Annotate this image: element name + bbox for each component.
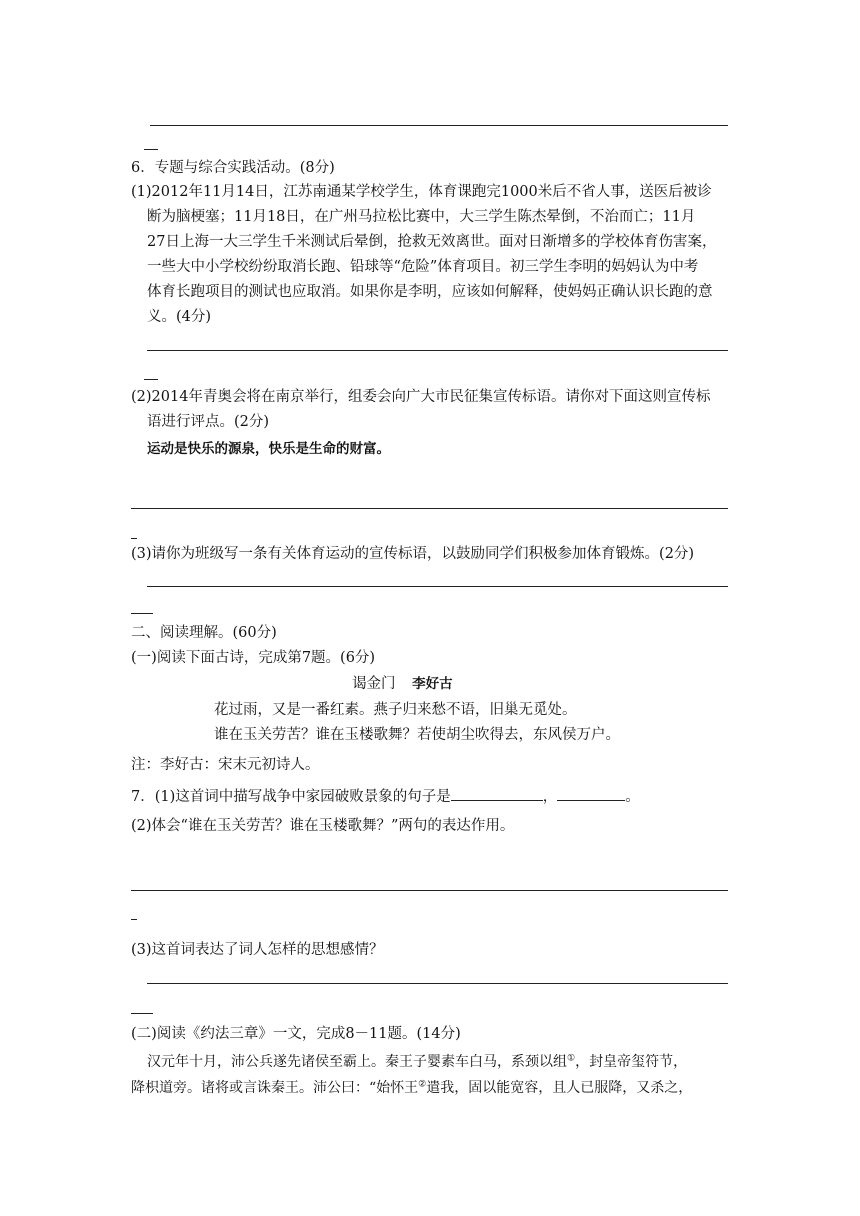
- answer-line-tail: [131, 1013, 153, 1014]
- q6-part2-line2: 语进行评点。(2分): [147, 414, 270, 430]
- passage-text: ，封皇帝玺符节，: [575, 1054, 688, 1070]
- q6-part1-line1: (1)2012年11月14日，江苏南通某学校学生，体育课跑完1000米后不省人事，送医后被诊: [131, 184, 712, 200]
- q7-part2: (2)体会“谁在玉关劳苦？谁在玉楼歌舞？”两句的表达作用。: [131, 818, 515, 834]
- poem-line-1: 花过雨，又是一番红素。燕子归来愁不语，旧巢无觅处。: [214, 702, 577, 718]
- fill-blank-2[interactable]: [557, 786, 625, 801]
- part-1-heading: (一)阅读下面古诗，完成第7题。(6分): [131, 650, 376, 666]
- q6-part3: (3)请你为班级写一条有关体育运动的宣传标语，以鼓励同学们积极参加体育锻炼。(2分): [131, 546, 695, 562]
- poem-heading: [352, 673, 453, 695]
- q6-part1-line6: 义。(4分): [147, 309, 212, 325]
- footnote-marker-1: ①: [567, 1053, 576, 1064]
- answer-line-tail: [131, 538, 137, 539]
- answer-line-tail: [144, 149, 158, 150]
- answer-line-tail: [131, 919, 137, 920]
- answer-line-tail: [144, 379, 158, 380]
- answer-line[interactable]: [147, 586, 728, 587]
- q7-part1: [131, 786, 640, 808]
- question-6-title: 6．专题与综合实践活动。(8分): [131, 160, 335, 176]
- answer-line[interactable]: [131, 890, 728, 891]
- passage-line-2: [131, 1077, 692, 1099]
- q6-part2-line1: (2)2014年青奥会将在南京举行，组委会向广大市民征集宣传标语。请你对下面这则宣传标: [131, 389, 711, 405]
- poem-line-2: 谁在玉关劳苦？谁在玉楼歌舞？若使胡尘吹得去，东风侯万户。: [214, 727, 620, 743]
- passage-text: 汉元年十月，沛公兵遂先诸侯至霸上。秦王子婴素车白马，系颈以组: [147, 1054, 567, 1070]
- part-2-heading: (二)阅读《约法三章》一文，完成8－11题。(14分): [131, 1026, 461, 1042]
- poem-title: 谒金门: [352, 676, 396, 692]
- passage-line-1: [147, 1051, 687, 1073]
- passage-text: 遣我，固以能宽容，且人已服降，又杀之，: [426, 1080, 693, 1096]
- q6-part1-line4: 一些大中小学校纷纷取消长跑、铅球等“危险”体育项目。初三学生李明的妈妈认为中考: [147, 259, 699, 275]
- section-2-title: 二、阅读理解。(60分): [131, 625, 277, 641]
- slogan-text: 运动是快乐的源泉，快乐是生命的财富。: [147, 441, 390, 457]
- passage-text: 降枳道旁。诸将或言诛秦王。沛公曰：“始怀王: [131, 1080, 419, 1096]
- footnote-marker-2: ②: [418, 1079, 427, 1090]
- answer-line[interactable]: [150, 125, 728, 126]
- answer-line-tail: [131, 613, 153, 614]
- q7-part1-end: 。: [625, 789, 640, 805]
- fill-blank-1[interactable]: [451, 786, 543, 801]
- q7-part1-sep: ，: [542, 789, 558, 805]
- q7-part1-text: 7．(1)这首词中描写战争中家园破败景象的句子是: [131, 789, 451, 805]
- answer-line[interactable]: [147, 350, 728, 351]
- answer-line[interactable]: [147, 983, 728, 984]
- q6-part1-line3: 27日上海一大三学生千米测试后晕倒，抢救无效离世。面对日渐增多的学校体育伤害案，: [147, 234, 717, 250]
- q6-part1-line2: 断为脑梗塞；11月18日，在广州马拉松比赛中，大三学生陈杰晕倒，不治而亡；11月: [147, 209, 696, 225]
- answer-line[interactable]: [131, 508, 728, 509]
- poem-author: 李好古: [412, 676, 453, 692]
- q6-part1-line5: 体育长跑项目的测试也应取消。如果你是李明，应该如何解释，使妈妈正确认识长跑的意: [147, 284, 713, 300]
- poem-note: 注：李好古：宋末元初诗人。: [131, 757, 320, 773]
- q7-part3: (3)这首词表达了词人怎样的思想感情？: [131, 942, 384, 958]
